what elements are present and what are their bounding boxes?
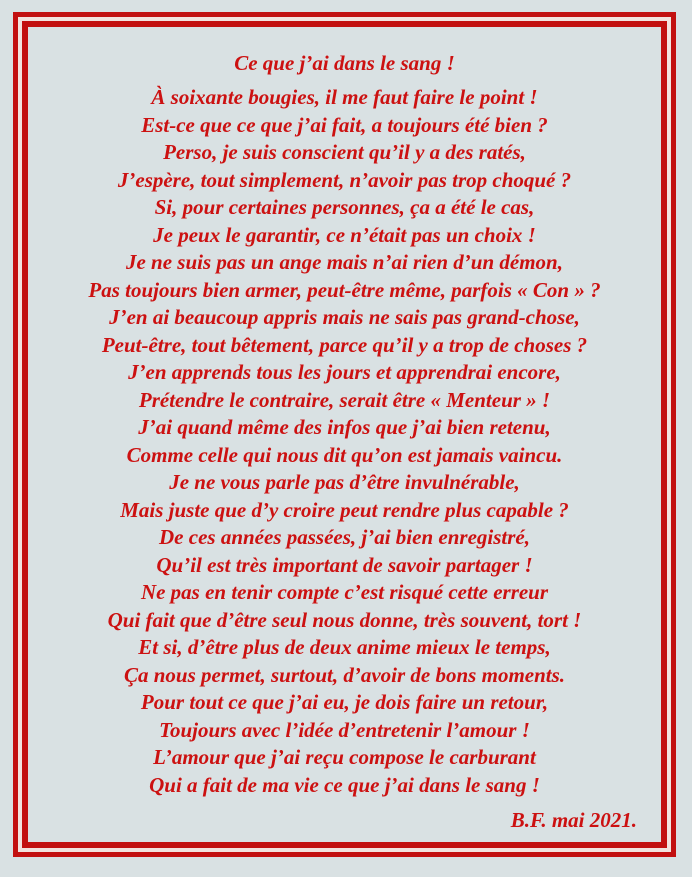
poem-content xyxy=(28,27,661,842)
poem-line: Si, pour certaines personnes, ça a été le cas, xyxy=(154,195,535,219)
poem-line: Qui fait que d’être seul nous donne, très souvent, tort ! xyxy=(107,607,582,632)
poem-line: Mais juste que d’y croire peut rendre plus capable ? xyxy=(120,497,569,522)
poem-title: Ce que j’ai dans le sang ! xyxy=(234,51,455,75)
poem-line: Je ne vous parle pas d’être invulnérable, xyxy=(169,470,520,494)
poem-line: Comme celle qui nous dit qu’on est jamais vaincu. xyxy=(126,442,563,467)
poem-line: J’espère, tout simplement, n’avoir pas trop choqué ? xyxy=(117,167,572,192)
poem-line: Est-ce que ce que j’ai fait, a toujours été bien ? xyxy=(141,112,548,137)
poem-line: Prétendre le contraire, serait être « Menteur » ! xyxy=(138,387,551,412)
poem-line: J’en ai beaucoup appris mais ne sais pas grand-chose, xyxy=(109,305,580,329)
poem-line: J’en apprends tous les jours et apprendrai encore, xyxy=(128,360,561,384)
poem-line: Perso, je suis conscient qu’il y a des ratés, xyxy=(163,140,526,164)
poem-line: À soixante bougies, il me faut faire le point ! xyxy=(151,85,538,109)
poem-line: Toujours avec l’idée d’entretenir l’amour ! xyxy=(159,717,530,742)
poem-signature: B.F. mai 2021. xyxy=(510,808,637,832)
poem-line: Pas toujours bien armer, peut-être même, parfois « Con » ? xyxy=(88,277,601,302)
poem-line: L’amour que j’ai reçu compose le carburant xyxy=(153,745,536,769)
outer-border-frame xyxy=(13,12,676,857)
poem-line: Et si, d’être plus de deux anime mieux le temps, xyxy=(138,635,551,659)
poem-line: Qu’il est très important de savoir partager ! xyxy=(156,552,533,577)
poem-line: Peut-être, tout bêtement, parce qu’il y a trop de choses ? xyxy=(101,332,588,357)
poem-line: Je ne suis pas un ange mais n’ai rien d’un démon, xyxy=(125,250,563,274)
inner-border-frame xyxy=(22,21,667,848)
poem-line: De ces années passées, j’ai bien enregistré, xyxy=(159,525,530,549)
poem-line: Pour tout ce que j’ai eu, je dois faire un retour, xyxy=(140,690,549,714)
poem-line: Ça nous permet, surtout, d’avoir de bons moments. xyxy=(123,662,566,687)
poem-line: Qui a fait de ma vie ce que j’ai dans le sang ! xyxy=(149,772,540,797)
poem-line: Ne pas en tenir compte c’est risqué cette erreur xyxy=(140,580,549,604)
poem-line: Je peux le garantir, ce n’était pas un choix ! xyxy=(153,222,536,247)
poem-line: J’ai quand même des infos que j’ai bien retenu, xyxy=(138,415,551,439)
